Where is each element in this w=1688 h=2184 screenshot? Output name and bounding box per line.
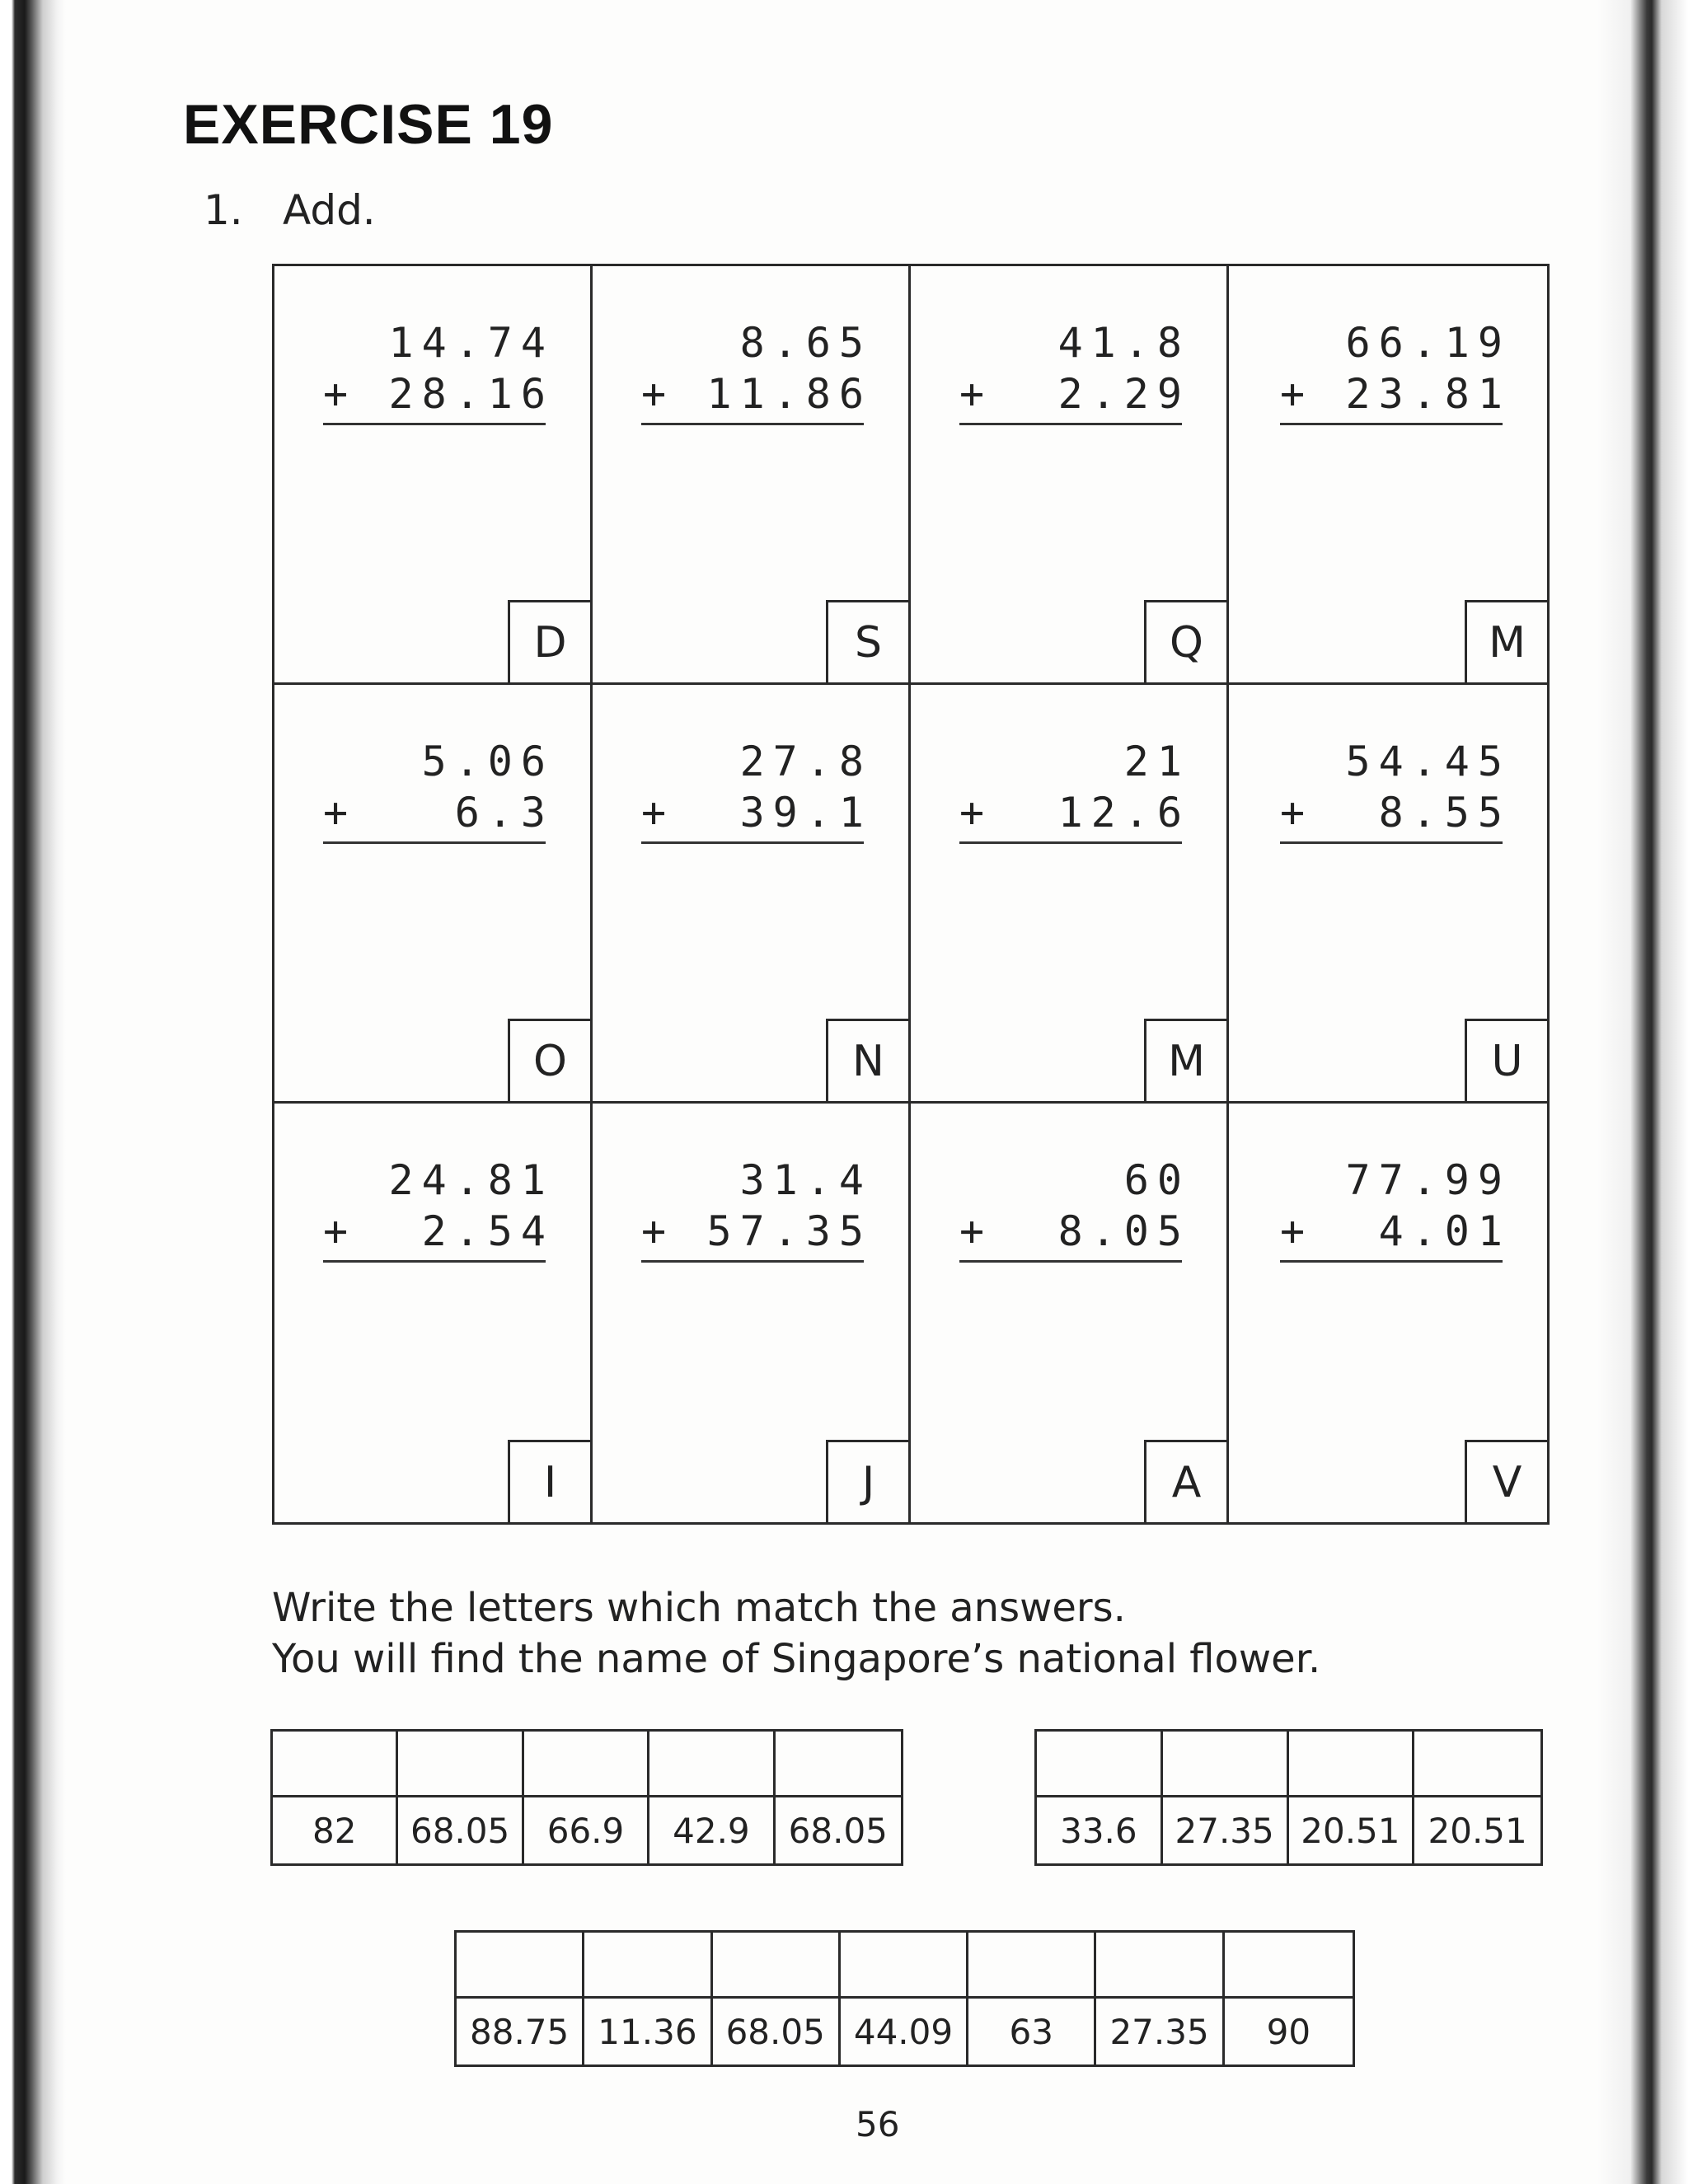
answer-letter-slot[interactable] bbox=[1163, 1732, 1289, 1797]
plus-sign: + bbox=[959, 370, 985, 418]
answer-value: 44.09 bbox=[841, 1999, 968, 2064]
letter-box: O bbox=[508, 1019, 590, 1101]
addend-bottom: 2.29 bbox=[1057, 370, 1190, 418]
problem-cell[interactable] bbox=[911, 266, 1229, 685]
answer-letter-slot[interactable] bbox=[841, 1933, 968, 1999]
addition-problem bbox=[959, 317, 1190, 425]
plus-sign: + bbox=[641, 1207, 667, 1255]
answer-table bbox=[454, 1930, 1355, 2067]
addition-problem bbox=[323, 317, 554, 425]
problem-cell[interactable] bbox=[911, 685, 1229, 1104]
letter-box: N bbox=[826, 1019, 908, 1101]
sum-rule bbox=[959, 423, 1182, 425]
instruction-line: You will find the name of Singapore’s national flower. bbox=[272, 1636, 1321, 1682]
addend-top: 27.8 bbox=[739, 738, 872, 785]
addition-problem bbox=[641, 1155, 872, 1263]
addend-bottom: 12.6 bbox=[1057, 789, 1190, 837]
page-number: 56 bbox=[856, 2104, 900, 2144]
addend-top: 66.19 bbox=[1345, 319, 1511, 367]
addend-top: 60 bbox=[1123, 1156, 1190, 1204]
answer-value: 88.75 bbox=[457, 1999, 584, 2064]
binding-shadow-left bbox=[0, 0, 66, 2184]
addend-top: 14.74 bbox=[388, 319, 554, 367]
answer-value: 33.6 bbox=[1037, 1797, 1163, 1863]
addend-bottom: 23.81 bbox=[1345, 370, 1511, 418]
addition-problem bbox=[1280, 1155, 1511, 1263]
answer-letter-slot[interactable] bbox=[524, 1732, 649, 1797]
answer-value: 20.51 bbox=[1428, 1810, 1527, 1851]
letter-box: J bbox=[826, 1440, 908, 1522]
sum-rule bbox=[641, 1260, 864, 1263]
problem-cell[interactable] bbox=[274, 685, 593, 1104]
addition-problem bbox=[959, 1155, 1190, 1263]
plus-sign: + bbox=[641, 370, 667, 418]
letter-box: S bbox=[826, 600, 908, 682]
problem-cell[interactable] bbox=[593, 685, 911, 1104]
answer-table bbox=[270, 1729, 903, 1866]
addition-problem bbox=[1280, 736, 1511, 844]
answer-letter-slot[interactable] bbox=[968, 1933, 1096, 1999]
answer-table bbox=[1034, 1729, 1543, 1866]
addend-top: 5.06 bbox=[421, 738, 554, 785]
answer-letter-slot[interactable] bbox=[1225, 1933, 1353, 1999]
answer-letter-slot[interactable] bbox=[1037, 1732, 1163, 1797]
answer-letter-slot[interactable] bbox=[649, 1732, 775, 1797]
sum-rule bbox=[959, 841, 1182, 844]
plus-sign: + bbox=[323, 1207, 349, 1255]
answer-value: 68.05 bbox=[398, 1797, 523, 1863]
answer-letter-slot[interactable] bbox=[1289, 1732, 1415, 1797]
addend-bottom: 8.55 bbox=[1378, 789, 1511, 837]
letter-box: M bbox=[1465, 600, 1547, 682]
sum-rule bbox=[323, 423, 546, 425]
plus-sign: + bbox=[959, 789, 985, 837]
addition-problem bbox=[1280, 317, 1511, 425]
addition-problem bbox=[323, 1155, 554, 1263]
addend-bottom: 2.54 bbox=[421, 1207, 554, 1255]
sum-rule bbox=[323, 1260, 546, 1263]
problem-cell[interactable] bbox=[593, 1104, 911, 1522]
addend-bottom: 11.86 bbox=[706, 370, 872, 418]
exercise-title: EXERCISE 19 bbox=[183, 93, 554, 156]
addition-problem bbox=[641, 736, 872, 844]
addition-problem bbox=[323, 736, 554, 844]
answer-value: 68.05 bbox=[788, 1810, 888, 1851]
problem-grid bbox=[272, 264, 1550, 1525]
addend-top: 24.81 bbox=[388, 1156, 554, 1204]
answer-value: 66.9 bbox=[524, 1797, 649, 1863]
answer-letter-slot[interactable] bbox=[713, 1933, 841, 1999]
problem-cell[interactable] bbox=[274, 266, 593, 685]
plus-sign: + bbox=[1280, 1207, 1306, 1255]
problem-cell[interactable] bbox=[1229, 685, 1547, 1104]
problem-cell[interactable] bbox=[593, 266, 911, 685]
instruction-line: Write the letters which match the answers. bbox=[272, 1585, 1126, 1631]
answer-value: 90 bbox=[1266, 2011, 1311, 2052]
answer-value: 20.51 bbox=[1289, 1797, 1415, 1863]
addition-problem bbox=[641, 317, 872, 425]
answer-value: 11.36 bbox=[584, 1999, 712, 2064]
answer-letter-slot[interactable] bbox=[584, 1933, 712, 1999]
sum-rule bbox=[1280, 841, 1503, 844]
answer-value: 68.05 bbox=[713, 1999, 841, 2064]
answer-value: 27.35 bbox=[1096, 1999, 1224, 2064]
letter-box: Q bbox=[1144, 600, 1226, 682]
answer-letter-slot[interactable] bbox=[1096, 1933, 1224, 1999]
answer-value: 82 bbox=[273, 1797, 398, 1863]
sum-rule bbox=[1280, 423, 1503, 425]
problem-cell[interactable] bbox=[1229, 1104, 1547, 1522]
addend-bottom: 28.16 bbox=[388, 370, 554, 418]
instructions bbox=[272, 1582, 1320, 1685]
letter-box: M bbox=[1144, 1019, 1226, 1101]
sum-rule bbox=[641, 423, 864, 425]
problem-cell[interactable] bbox=[274, 1104, 593, 1522]
question-number: 1. bbox=[204, 186, 243, 234]
letter-box: A bbox=[1144, 1440, 1226, 1522]
letter-box: I bbox=[508, 1440, 590, 1522]
addend-top: 54.45 bbox=[1345, 738, 1511, 785]
answer-letter-slot[interactable] bbox=[457, 1933, 584, 1999]
sum-rule bbox=[323, 841, 546, 844]
addend-top: 21 bbox=[1123, 738, 1190, 785]
addend-top: 77.99 bbox=[1345, 1156, 1511, 1204]
letter-box: V bbox=[1465, 1440, 1547, 1522]
plus-sign: + bbox=[1280, 370, 1306, 418]
sum-rule bbox=[1280, 1260, 1503, 1263]
answer-letter-slot[interactable] bbox=[273, 1732, 398, 1797]
addend-bottom: 6.3 bbox=[454, 789, 554, 837]
addition-problem bbox=[959, 736, 1190, 844]
answer-value: 27.35 bbox=[1163, 1797, 1289, 1863]
answer-value: 42.9 bbox=[649, 1797, 775, 1863]
plus-sign: + bbox=[323, 789, 349, 837]
plus-sign: + bbox=[641, 789, 667, 837]
problem-cell[interactable] bbox=[1229, 266, 1547, 685]
addend-bottom: 39.1 bbox=[739, 789, 872, 837]
letter-box: U bbox=[1465, 1019, 1547, 1101]
answer-value: 63 bbox=[968, 1999, 1096, 2064]
addend-bottom: 8.05 bbox=[1057, 1207, 1190, 1255]
addend-bottom: 4.01 bbox=[1378, 1207, 1511, 1255]
letter-box: D bbox=[508, 600, 590, 682]
answer-letter-slot[interactable] bbox=[398, 1732, 523, 1797]
sum-rule bbox=[959, 1260, 1182, 1263]
plus-sign: + bbox=[323, 370, 349, 418]
binding-shadow-right bbox=[1597, 0, 1688, 2184]
question-text: Add. bbox=[283, 186, 376, 234]
addend-top: 31.4 bbox=[739, 1156, 872, 1204]
answer-letter-slot[interactable] bbox=[776, 1732, 901, 1797]
plus-sign: + bbox=[959, 1207, 985, 1255]
answer-letter-slot[interactable] bbox=[1414, 1732, 1540, 1797]
addend-top: 41.8 bbox=[1057, 319, 1190, 367]
problem-cell[interactable] bbox=[911, 1104, 1229, 1522]
addend-bottom: 57.35 bbox=[706, 1207, 872, 1255]
plus-sign: + bbox=[1280, 789, 1306, 837]
addend-top: 8.65 bbox=[739, 319, 872, 367]
sum-rule bbox=[641, 841, 864, 844]
